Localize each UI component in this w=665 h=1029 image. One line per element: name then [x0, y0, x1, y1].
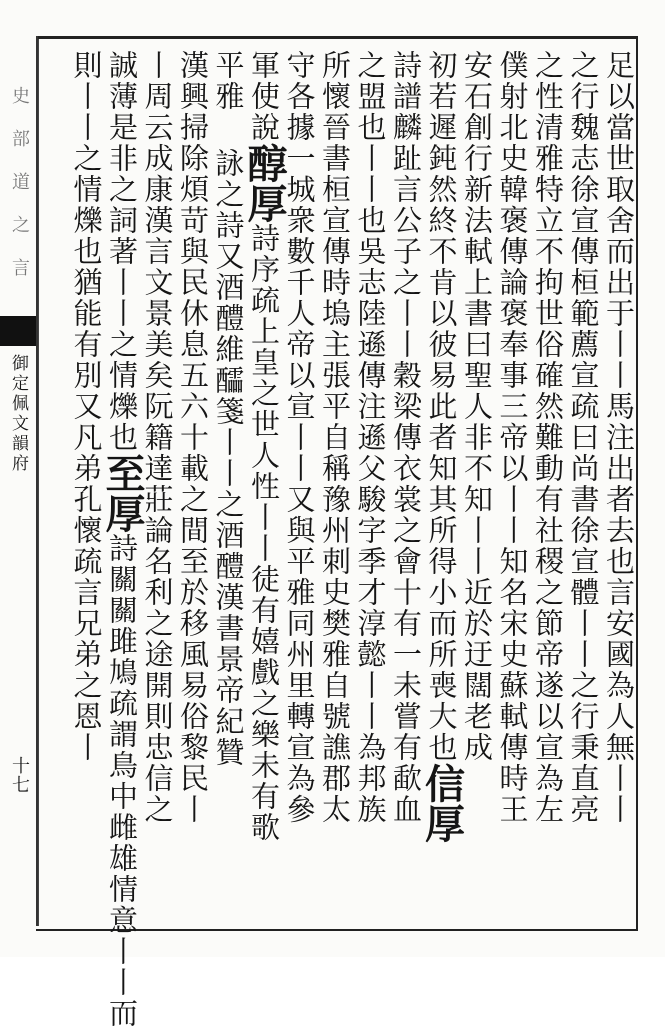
text-column-14	[139, 50, 177, 825]
text-column-11	[241, 50, 288, 843]
column-text: 之盟也丨丨也吳志陸遜傳注遜父駿字季才淳懿丨丨為邦族	[353, 50, 388, 825]
text-column-12	[210, 50, 248, 768]
text-column-15	[99, 50, 146, 1029]
text-column-4	[494, 50, 532, 825]
text-column-8	[352, 50, 390, 825]
column-text: 平雅	[211, 50, 246, 112]
column-text: 足以當世取舍而出于丨丨馬注出者去也言安國為人無丨丨	[602, 50, 636, 825]
margin-faint-text: 史 部 道 之 言	[9, 86, 30, 278]
text-column-16	[68, 50, 106, 763]
column-text: 詠之詩又酒醴維醽箋丨丨之酒醴漢書景帝紀贊	[211, 148, 246, 768]
headword: 醇厚	[241, 143, 288, 223]
page-number: 十七	[9, 756, 30, 794]
column-text: 誠薄是非之詞著丨丨之情爍也	[105, 50, 139, 453]
column-text: 丨周云成康漢言文景美矣阮籍達莊論名利之途開則忠信之	[140, 50, 175, 825]
column-text: 詩譜麟趾言公子之丨丨穀梁傳衣裳之會十有一未嘗有歃血	[389, 50, 423, 825]
text-column-6	[418, 50, 466, 843]
text-column-2	[565, 50, 603, 825]
column-text: 之行魏志徐宣傳桓範薦宣疏曰尚書徐宣體丨丨之行秉直亮	[566, 50, 601, 825]
column-text: 漢興掃除煩苛與民休息五六十載之間至於移風易俗黎民丨	[176, 50, 210, 825]
frame-left-rule	[36, 36, 38, 926]
book-title: 御定佩文韻府	[8, 354, 28, 474]
text-column-5	[458, 50, 496, 763]
column-text: 所懷晉書桓宣傳時塢主張平自稱豫州刺史樊雅自號譙郡太	[318, 50, 352, 825]
fish-tail-mark	[0, 316, 36, 346]
column-text: 軍使說	[247, 50, 281, 143]
headword: 信厚	[418, 763, 466, 843]
column-text: 之性清雅特立不拘世俗確然難動有社稷之節帝遂以宣為左	[531, 50, 565, 825]
page-margin	[0, 36, 39, 926]
text-column-3	[529, 50, 567, 825]
text-column-7	[387, 50, 425, 825]
column-text: 守各據一城衆數千人帝以宣丨丨又與平雅同州里轉宣為參	[282, 50, 317, 825]
column-text: 初若遲鈍然終不肯以彼易此者知其所得小而所喪大也	[424, 50, 459, 763]
column-text: 詩序疏上皇之世人性丨丨徒有嬉戲之樂未有歌	[247, 223, 281, 843]
column-text: 安石創行新法軾上書曰聖人非不知丨丨近於迂闊老成	[460, 50, 494, 763]
column-text: 詩關關雎鳩疏謂鳥中雌雄情意丨丨而	[105, 533, 139, 1029]
column-text: 僕射北史韓褒傳論褒奉事三帝以丨丨知名宋史蘇軾傳時王	[495, 50, 530, 825]
text-column-9	[316, 50, 354, 825]
headword: 至厚	[99, 453, 146, 533]
column-text: 則丨丨之情爍也猶能有別又凡弟孔懷疏言兄弟之恩丨	[69, 50, 104, 763]
text-column-1	[600, 50, 638, 825]
text-column-13	[174, 50, 212, 825]
